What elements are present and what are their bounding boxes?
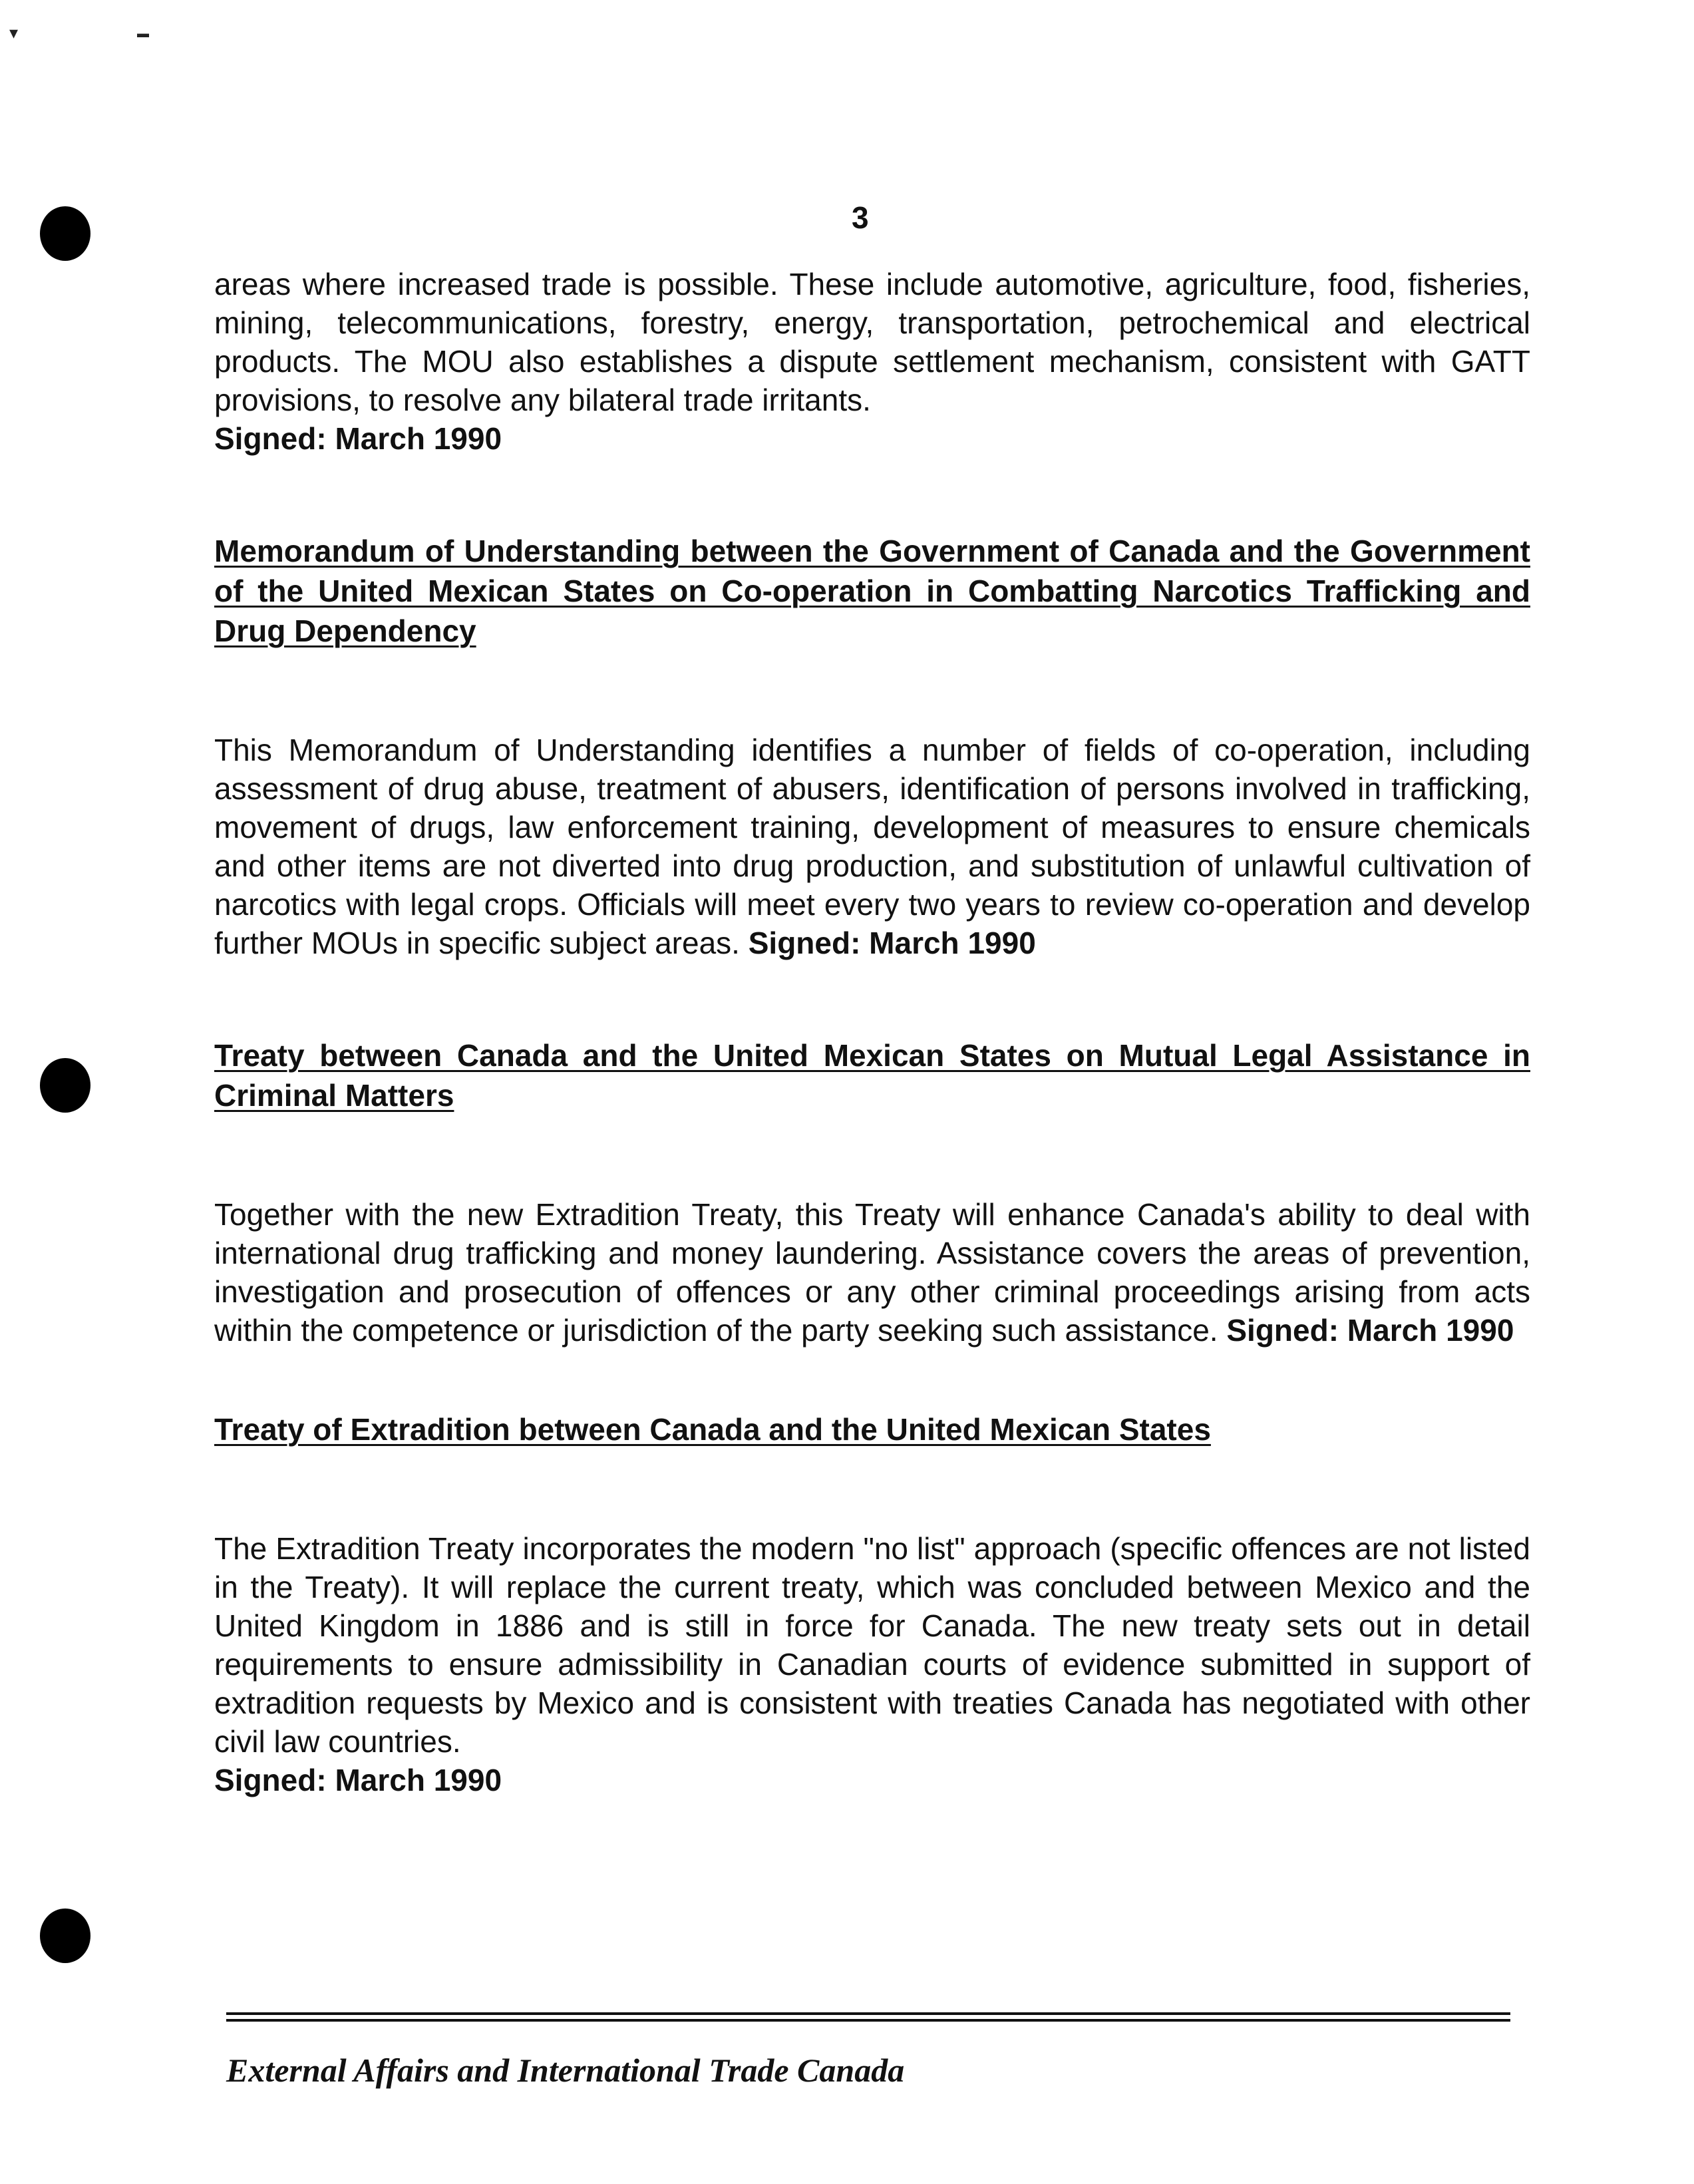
narcotics-mou-text: This Memorandum of Understanding identifies a number of fields of co-operation, including assessment of drug abuse, treatment of abusers, identification of persons involved in trafficking, movement of drugs, law enforcement training, development of measures to ensure chemicals and other items are not diverted into drug production, and substitution of unlawful cultivation of narcotics with legal crops. Officials will meet every two years to review co-operation and develop further MOUs in specific subject areas. — [214, 733, 1530, 960]
intro-text: areas where increased trade is possible. These include automotive, agriculture, food, fisheries, mining, telecommunications, forestry, energy, transportation, petrochemical and electrical products. The MOU also establishes a dispute settlement mechanism, consistent with GATT provisions, to resolve any bilateral trade irritants. — [214, 267, 1530, 417]
intro-signed-date: Signed: March 1990 — [214, 421, 502, 456]
extradition-text: The Extradition Treaty incorporates the modern "no list" approach (specific offences are not listed in the Treaty). It will replace the current treaty, which was concluded between Mexico and the United Kingdom in 1886 and is still in force for Canada. The new treaty sets out in detail requirements to ensure admissibility in Canadian courts of evidence submitted in support of extradition requests by Mexico and is consistent with treaties Canada has negotiated with other civil law countries. — [214, 1531, 1530, 1759]
punch-hole-bottom — [40, 1909, 90, 1963]
footer-organization: External Affairs and International Trade Canada — [226, 2052, 905, 2089]
legal-assistance-signed-date: Signed: March 1990 — [1226, 1313, 1514, 1348]
legal-assistance-text: Together with the new Extradition Treaty, this Treaty will enhance Canada's ability to deal with international drug trafficking and money laundering. Assistance covers the areas of prevention, investigation and prosecution of offences or any other criminal proceedings arising from acts within the competence or jurisdiction of the party seeking such assistance. — [214, 1197, 1530, 1348]
punch-hole-middle — [40, 1058, 90, 1113]
extradition-signed-date: Signed: March 1990 — [214, 1763, 502, 1797]
narcotics-mou-signed-date: Signed: March 1990 — [748, 926, 1036, 960]
document-body — [214, 265, 1530, 1799]
corner-mark-triangle: ▾ — [9, 23, 19, 43]
legal-assistance-paragraph — [214, 1195, 1530, 1350]
narcotics-mou-paragraph — [214, 731, 1530, 962]
intro-paragraph — [214, 265, 1530, 458]
page-number: 3 — [852, 200, 869, 235]
extradition-heading: Treaty of Extradition between Canada and the United Mexican States — [214, 1412, 1211, 1447]
legal-assistance-heading: Treaty between Canada and the United Mexican States on Mutual Legal Assistance in Criminal Matters — [214, 1038, 1530, 1113]
punch-hole-top — [40, 206, 90, 261]
corner-mark-dash: ▬ — [137, 27, 149, 40]
footer-double-rule — [226, 2012, 1510, 2022]
narcotics-mou-heading: Memorandum of Understanding between the Government of Canada and the Government of the United Mexican States on Co-operation in Combatting Narcotics Trafficking and Drug Dependency — [214, 534, 1530, 648]
extradition-paragraph — [214, 1529, 1530, 1799]
